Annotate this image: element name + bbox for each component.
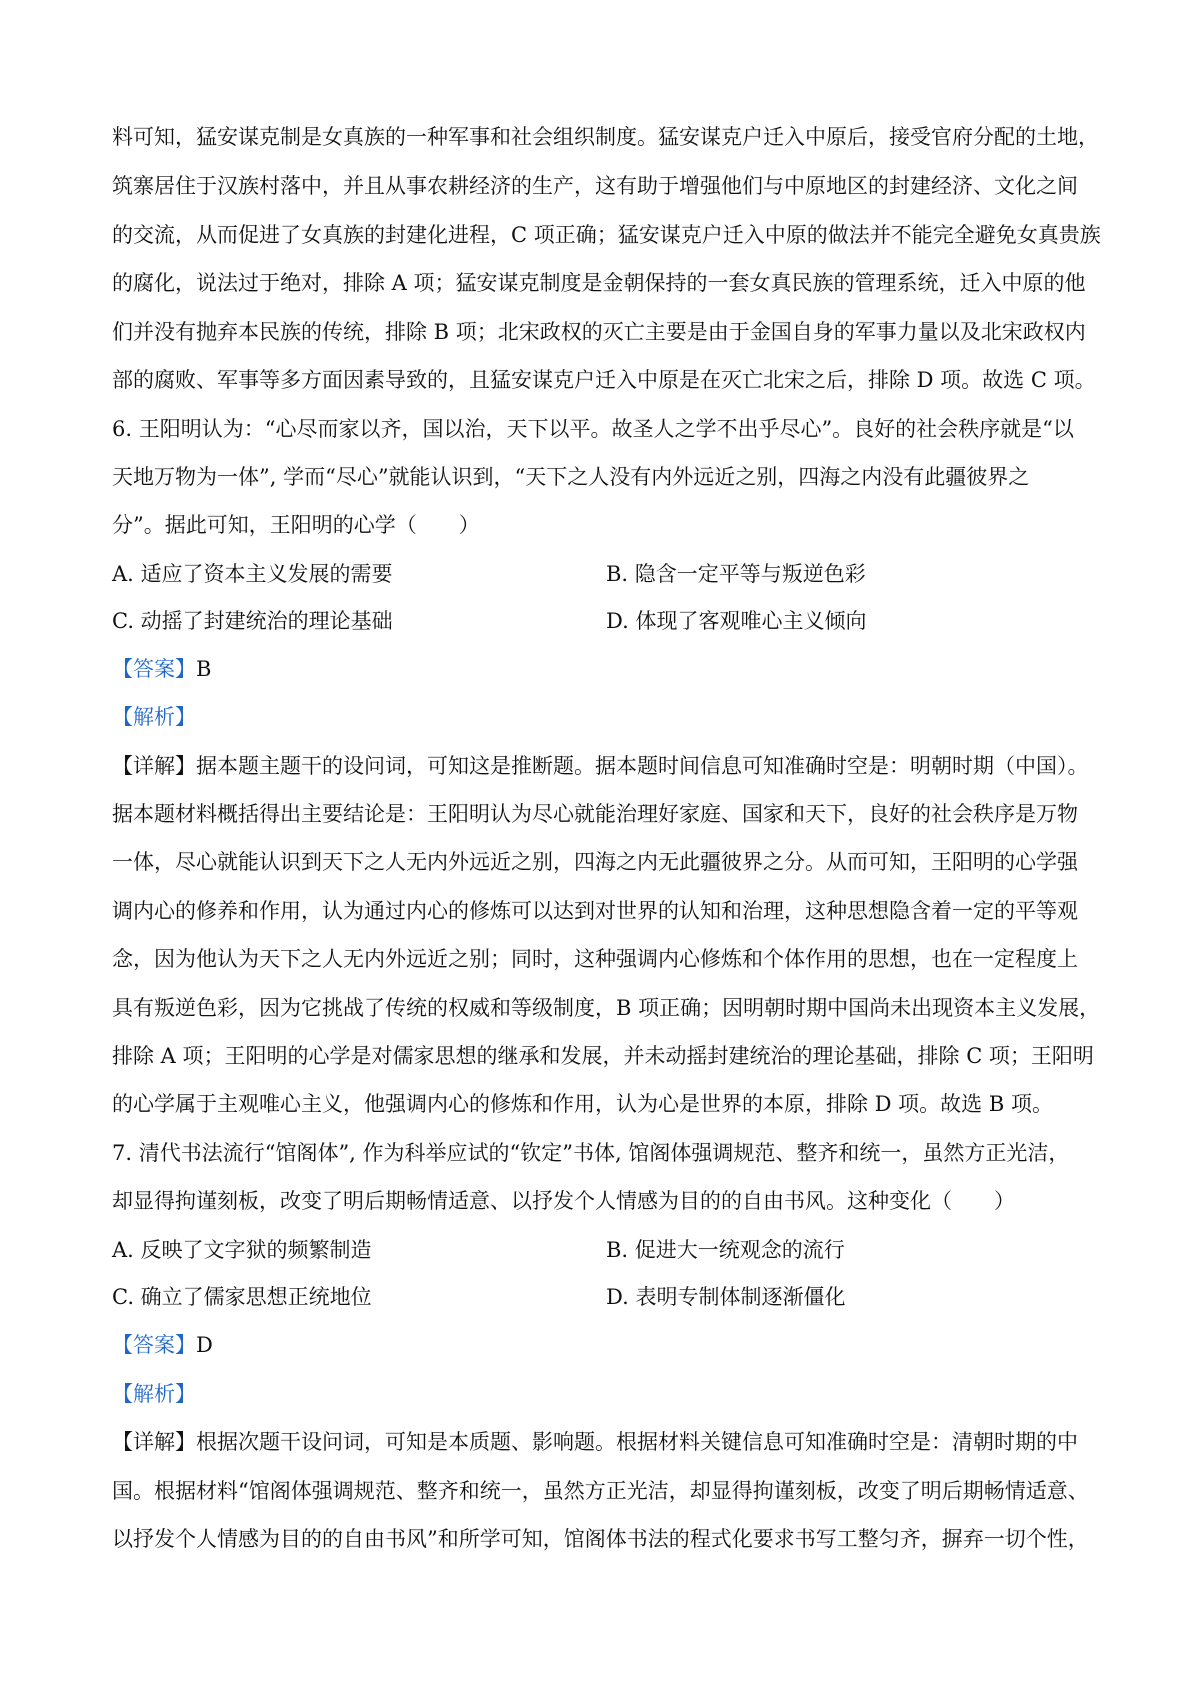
q6-detail-line: 调内心的修养和作用，认为通过内心的修炼可以达到对世界的认知和治理，这种思想隐含着一定的平等观 <box>112 899 1078 923</box>
q6-stem-line: 分”。据此可知，王阳明的心学（ ） <box>112 513 480 537</box>
q6-stem-line: 6. 王阳明认为：“心尽而家以齐，国以治，天下以平。故圣人之学不出乎尽心”。良好的社会秩序就是“以 <box>112 417 1074 441</box>
paragraph-line: 料可知，猛安谋克制是女真族的一种军事和社会组织制度。猛安谋克户迁入中原后，接受官府分配的土地， <box>112 125 1099 149</box>
detail-tag: 【详解】 <box>112 754 196 778</box>
answer-value: B <box>196 657 212 681</box>
q6-detail-line: 的心学属于主观唯心主义，他强调内心的修炼和作用，认为心是世界的本原，排除 D 项。故选 B 项。 <box>112 1092 1053 1116</box>
q7-option-b: B. 促进大一统观念的流行 <box>606 1238 845 1262</box>
detail-tag: 【详解】 <box>112 1430 196 1454</box>
q6-detail-line: 一体，尽心就能认识到天下之人无内外远近之别，四海之内无此疆彼界之分。从而可知，王阳明的心学强 <box>112 850 1078 874</box>
q6-detail-line: 排除 A 项；王阳明的心学是对儒家思想的继承和发展，并未动摇封建统治的理论基础，排除 C 项；王阳明 <box>112 1044 1094 1068</box>
answer-tag: 【答案】 <box>112 1333 196 1357</box>
q6-detail-line: 念，因为他认为天下之人无内外远近之别；同时，这种强调内心修炼和个体作用的思想，也在一定程度上 <box>112 947 1078 971</box>
q7-detail-line: 国。根据材料“馆阁体强调规范、整齐和统一，虽然方正光洁，却显得拘谨刻板，改变了明后期畅情适意、 <box>112 1479 1089 1503</box>
analysis-tag: 【解析】 <box>112 705 196 729</box>
q6-detail-line: 具有叛逆色彩，因为它挑战了传统的权威和等级制度，B 项正确；因明朝时期中国尚未出现资本主义发展， <box>112 996 1101 1020</box>
q6-option-d: D. 体现了客观唯心主义倾向 <box>606 609 867 633</box>
paragraph-line: 的交流，从而促进了女真族的封建化进程，C 项正确；猛安谋克户迁入中原的做法并不能完全避免女真贵族 <box>112 223 1101 247</box>
q6-option-a: A. 适应了资本主义发展的需要 <box>112 562 393 586</box>
paragraph-line: 们并没有抛弃本民族的传统，排除 B 项；北宋政权的灭亡主要是由于金国自身的军事力量以及北宋政权内 <box>112 320 1086 344</box>
paragraph-line: 筑寨居住于汉族村落中，并且从事农耕经济的生产，这有助于增强他们与中原地区的封建经济、文化之间 <box>112 174 1078 198</box>
q7-stem-line: 7. 清代书法流行“馆阁体”, 作为科举应试的“钦定”书体, 馆阁体强调规范、整齐和统一，虽然方正光洁， <box>112 1141 1070 1165</box>
q6-option-b: B. 隐含一定平等与叛逆色彩 <box>606 562 866 586</box>
q6-stem-line: 天地万物为一体”, 学而“尽心”就能认识到，“天下之人没有内外远近之别，四海之内没有此疆彼界之 <box>112 465 1030 489</box>
answer-value: D <box>196 1333 213 1357</box>
q7-detail-line <box>112 1428 1078 1456</box>
q6-option-c: C. 动摇了封建统治的理论基础 <box>112 609 393 633</box>
q7-option-d: D. 表明专制体制逐渐僵化 <box>606 1285 846 1309</box>
detail-text: 根据次题干设问词，可知是本质题、影响题。根据材料关键信息可知准确时空是：清朝时期的中 <box>196 1430 1078 1454</box>
q7-option-c: C. 确立了儒家思想正统地位 <box>112 1285 372 1309</box>
q7-answer-line <box>112 1331 213 1359</box>
q6-answer-line <box>112 655 211 683</box>
q7-detail-line: 以抒发个人情感为目的的自由书风”和所学可知，馆阁体书法的程式化要求书写工整匀齐，摒弃一切个性， <box>112 1527 1089 1551</box>
analysis-tag: 【解析】 <box>112 1382 196 1406</box>
paragraph-line: 的腐化，说法过于绝对，排除 A 项；猛安谋克制度是金朝保持的一套女真民族的管理系统，迁入中原的他 <box>112 271 1086 295</box>
q6-analysis-tag <box>112 703 196 731</box>
q7-option-a: A. 反映了文字狱的频繁制造 <box>112 1238 372 1262</box>
q7-analysis-tag <box>112 1380 196 1408</box>
q6-detail-line <box>112 752 1089 780</box>
answer-tag: 【答案】 <box>112 657 196 681</box>
q7-stem-line: 却显得拘谨刻板，改变了明后期畅情适意、以抒发个人情感为目的的自由书风。这种变化（ ） <box>112 1189 1015 1213</box>
q6-detail-line: 据本题材料概括得出主要结论是：王阳明认为尽心就能治理好家庭、国家和天下，良好的社会秩序是万物 <box>112 802 1078 826</box>
paragraph-line: 部的腐败、军事等多方面因素导致的，且猛安谋克户迁入中原是在灭亡北宋之后，排除 D 项。故选 C 项。 <box>112 368 1096 392</box>
detail-text: 据本题主题干的设问词，可知这是推断题。据本题时间信息可知准确时空是：明朝时期（中国）。 <box>196 754 1089 778</box>
